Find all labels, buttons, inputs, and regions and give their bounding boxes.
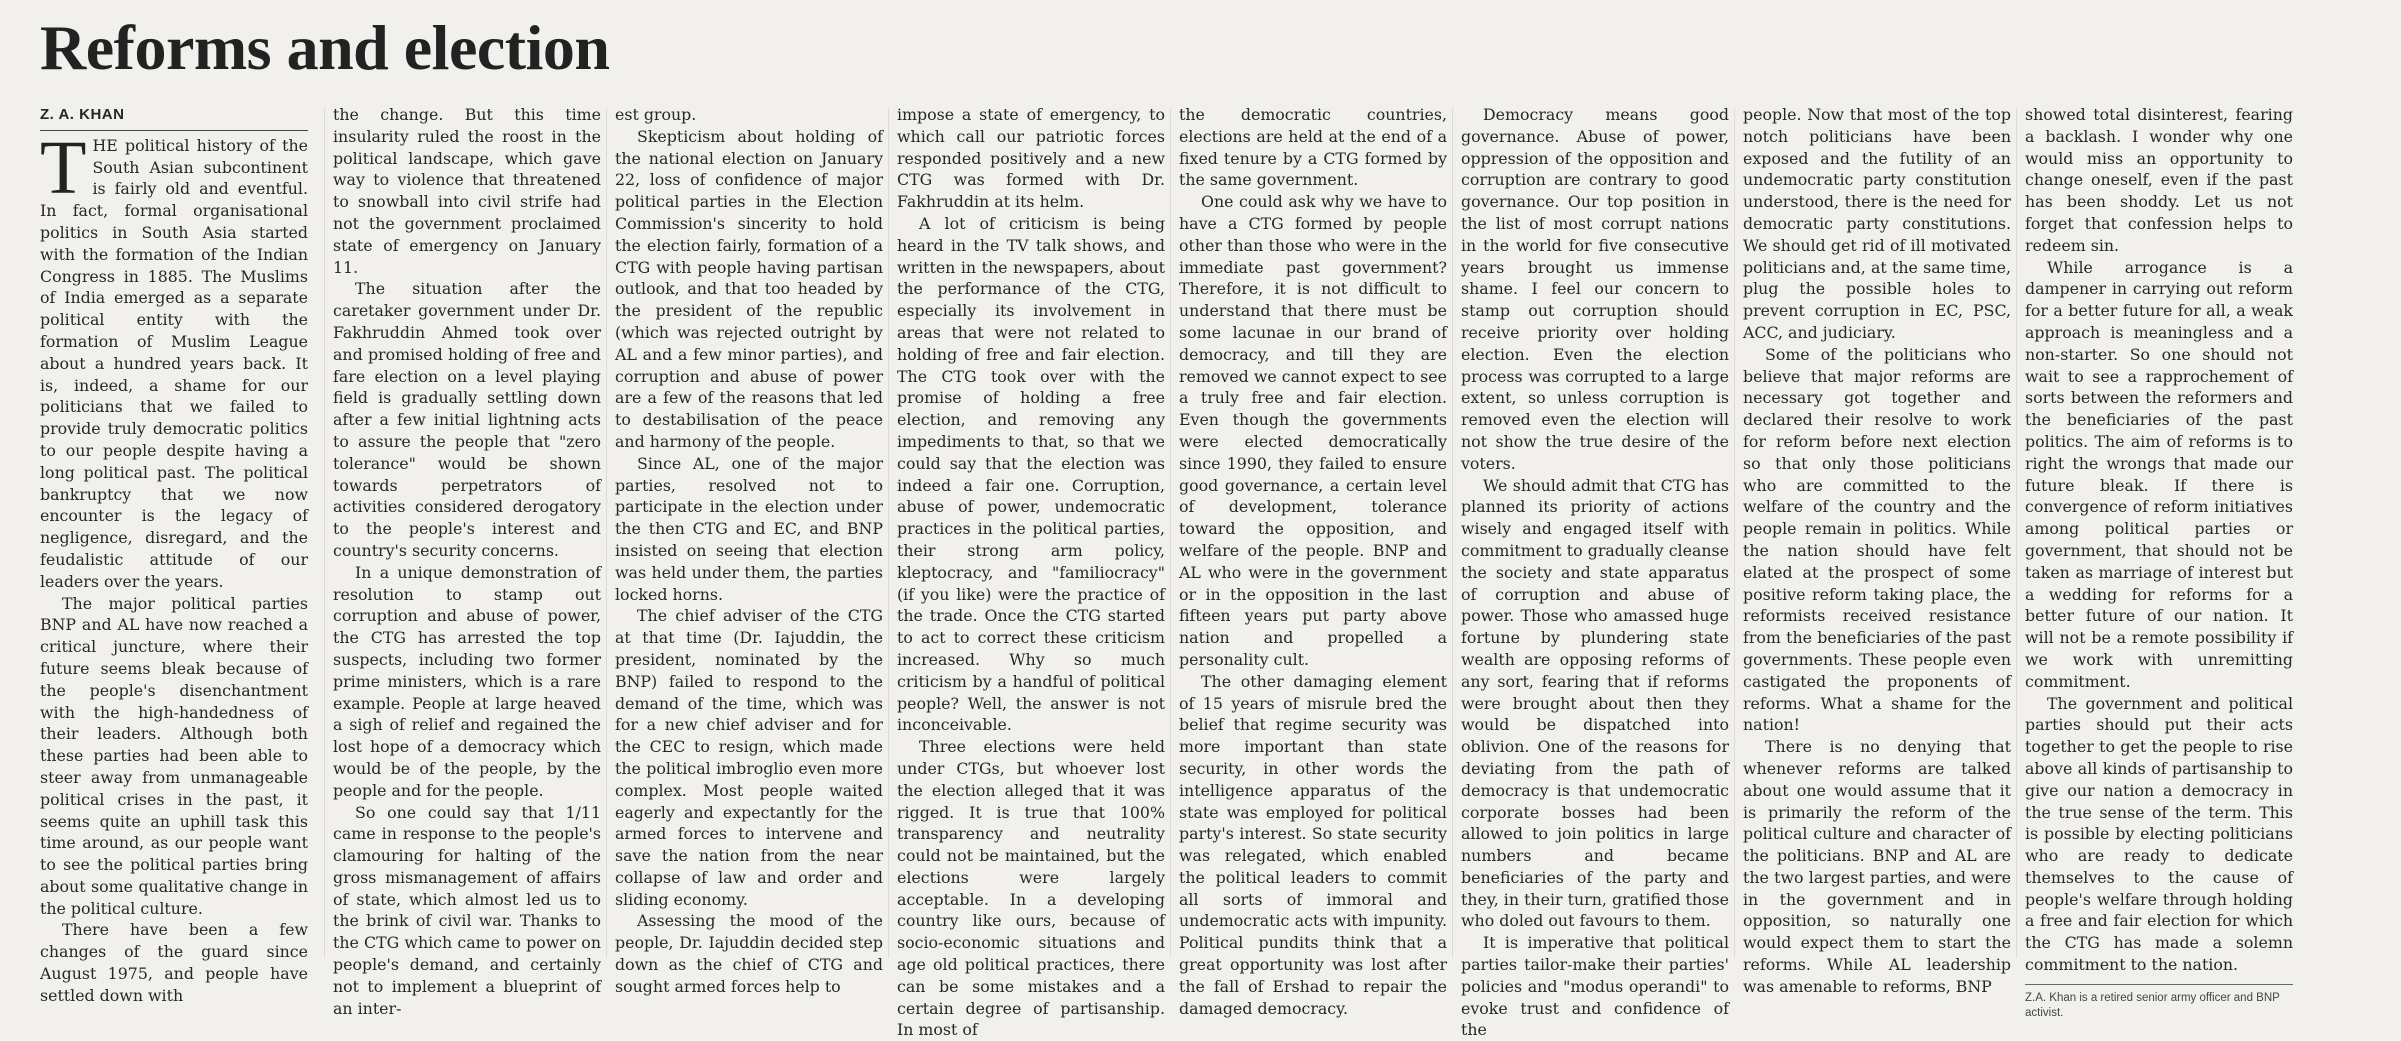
article-paragraph: Three elections were held under CTGs, but whoever lost the election alleged that it was rigged. It is true that 100% transparency and neutrality could not be maintained, but the elections were largely acceptable. In a developing country like ours, because of socio-economic situations and age old political practices, there can be some mistakes and a certain degree of partisanship. In most of [897, 737, 1165, 1040]
article-paragraph: The situation after the caretaker government under Dr. Fakhruddin Ahmed took over and promised holding of free and fare election on a level playing field is gradually settling down after a few initial lightning acts to assure the people that "zero tolerance" would be shown towards perpetrators of activities considered derogatory to the people's interest and country's security concerns. [333, 279, 601, 560]
byline: Z. A. KHAN [40, 104, 308, 131]
article-paragraph: Assessing the mood of the people, Dr. Iajuddin decided step down as the chief of CTG and sought armed forces help to [615, 911, 883, 996]
article-paragraph: people. Now that most of the top notch politicians have been exposed and the futility of an undemocratic party constitution understood, there is the need for democratic party constitutions. We should get rid of ill motivated politicians and, at the same time, plug the possible holes to prevent corruption in EC, PSC, ACC, and judiciary. [1743, 105, 2011, 342]
article-paragraph: We should admit that CTG has planned its priority of actions wisely and engaged itself with commitment to gradually cleanse the society and state apparatus of corruption and abuse of power. Those who amassed huge fortune by plundering state wealth are opposing reforms of any sort, fearing that if reforms were brought about then they would be dispatched into oblivion. One of the reasons for deviating from the path of democracy is that undemocratic corporate bosses had been allowed to join politics in large numbers and became beneficiaries of the party and they, in their turn, gratified those who doled out favours to them. [1461, 475, 1729, 931]
article-paragraph: est group. [615, 105, 697, 124]
article-paragraph: There have been a few changes of the guard since August 1975, and people have settled down with [40, 920, 308, 1005]
article-paragraph: the change. But this time insularity ruled the roost in the political landscape, which gave way to violence that threatened to snowball into civil strife had not the government proclaimed state of emergency on January 11. [333, 105, 601, 277]
article-paragraph: So one could say that 1/11 came in response to the people's clamouring for halting of the gross mismanagement of affairs of state, which almost led us to the brink of civil war. Thanks to the CTG which came to power on people's demand, and certainly not to implement a blueprint of an inter- [333, 802, 601, 1018]
article-column-2 [333, 104, 601, 1018]
headline: Reforms and election [40, 12, 610, 83]
article-paragraph: In a unique demonstration of resolution to stamp out corruption and abuse of power, the CTG has arrested the top suspects, including two former prime ministers, which is a rare example. People at large heaved a sigh of relief and regained the lost hope of a democracy which would be of the people, by the people and for the people. [333, 562, 601, 800]
article-paragraph: A lot of criticism is being heard in the TV talk shows, and written in the newspapers, about the performance of the CTG, especially its involvement in areas that were not related to holding of free and fair election. The CTG took over with the promise of holding a free election, and removing any impediments to that, so that we could say that the election was indeed a fair one. Corruption, abuse of power, undemocratic practices in the political parties, their strong arm policy, kleptocracy, and "familiocracy" (if you like) were the practice of the trade. Once the CTG started to act to correct these criticism increased. Why so much criticism by a handful of political people? Well, the answer is not inconceivable. [897, 213, 1165, 735]
article-column-1 [40, 104, 308, 1005]
article-paragraph: Democracy means good governance. Abuse of power, oppression of the opposition and corruption are contrary to good governance. Our top position in the list of most corrupt nations in the world for five consecutive years brought us immense shame. I feel our concern to stamp out corruption should receive priority over holding election. Even the election process was corrupted to a large extent, so unless corruption is removed even the election will not show the true desire of the voters. [1461, 105, 1729, 473]
article-paragraph: The chief adviser of the CTG at that time (Dr. Iajuddin, the president, nominated by the BNP) failed to respond to the demand of the time, which was for a new chief adviser and for the CEC to resign, which made the political imbroglio even more complex. Most people waited eagerly and expectantly for the armed forces to intervene and save the nation from the near collapse of law and order and sliding economy. [615, 606, 883, 909]
article-column-6 [1461, 104, 1729, 1040]
article-paragraph: impose a state of emergency, to which call our patriotic forces responded positively and a new CTG was formed with Dr. Fakhruddin at its helm. [897, 105, 1165, 212]
article-column-5 [1179, 104, 1447, 1018]
article-paragraph: One could ask why we have to have a CTG formed by people other than those who were in the immediate past government? Therefore, it is not difficult to understand that there must be some lacunae in our brand of democracy, and till they are removed we cannot expect to see a truly free and fair election. Even though the governments were elected democratically since 1990, they failed to ensure good governance, a certain level of development, tolerance toward the opposition, and welfare of the people. BNP and AL who were in the government or in the opposition in the last fifteen years put party above nation and propelled a personality cult. [1179, 192, 1447, 669]
article-paragraph: Some of the politicians who believe that major reforms are necessary got together and declared their resolve to work for reform before next election so that only those politicians who are committed to the welfare of the country and the people remain in politics. While the nation should have felt elated at the prospect of some positive reform taking place, the reformists received resistance from the beneficiaries of the past governments. These people even castigated the proponents of reforms. What a shame for the nation! [1743, 344, 2011, 735]
article-paragraph: Skepticism about holding of the national election on January 22, loss of confidence of major political parties in the Election Commission's sincerity to hold the election fairly, formation of a CTG with people having partisan outlook, and that too headed by the president of the republic (which was rejected outright by AL and a few minor parties), and corruption and abuse of power are a few of the reasons that led to destabilisation of the peace and harmony of the people. [615, 126, 883, 451]
article-paragraph: There is no denying that whenever reforms are talked about one would assume that it is primarily the reform of the political culture and character of the politicians. BNP and AL are the two largest parties, and were in the government and in opposition, so naturally one would expect them to start the reforms. While AL leadership was amenable to reforms, BNP [1743, 737, 2011, 996]
article-column-8 [2025, 104, 2293, 1019]
article-paragraph: showed total disinterest, fearing a backlash. I wonder why one would miss an opportunity to change oneself, even if the past has been shoddy. Let us not forget that confession helps to redeem sin. [2025, 105, 2293, 255]
article-paragraph: The government and political parties should put their acts together to get the people to rise above all kinds of partisanship to give our nation a democracy in the true sense of the term. This is possible by electing politicians who are ready to dedicate themselves to the cause of people's welfare through holding a free and fair election for which the CTG has made a solemn commitment to the nation. [2025, 693, 2293, 975]
article-body [40, 104, 2380, 1040]
drop-cap: T [40, 125, 87, 210]
author-bio: Z.A. Khan is a retired senior army officer and BNP activist. [2025, 984, 2293, 1021]
article-paragraph: Since AL, one of the major parties, resolved not to participate in the election under the then CTG and EC, and BNP insisted on seeing that election was held under them, the parties locked horns. [615, 453, 883, 604]
article-column-7 [1743, 104, 2011, 996]
article-paragraph: It is imperative that political parties tailor-make their parties' policies and "modus operandi" to evoke trust and confidence of the [1461, 933, 1729, 1040]
article-column-3 [615, 104, 883, 996]
article-paragraph [40, 125, 308, 593]
article-paragraph: The major political parties BNP and AL have now reached a critical juncture, where their future seems bleak because of the people's disenchantment with the high-handedness of their leaders. Although both these parties had been able to steer away from unmanageable political crises in the past, it seems quite an uphill task this time around, as our people want to see the political parties bring about some qualitative change in the political culture. [40, 593, 308, 918]
article-paragraph: While arrogance is a dampener in carrying out reform for a better future for all, a weak approach is meaningless and a non-starter. So one should not wait to see a rapprochement of sorts between the reformers and the beneficiaries of the past politics. The aim of reforms is to right the wrongs that made our future bleak. If there is convergence of reform initiatives among political parties or government, that should not be taken as marriage of interest but a wedding for reforms for a better future of our nation. It will not be a remote possibility if we work with unremitting commitment. [2025, 257, 2293, 691]
article-paragraph: The other damaging element of 15 years of misrule bred the belief that regime security was more important than state security, in other words the intelligence apparatus of the state was employed for political party's interest. So state security was relegated, which enabled the political leaders to commit all sorts of immoral and undemocratic acts with impunity. Political pundits think that a great opportunity was lost after the fall of Ershad to repair the damaged democracy. [1179, 671, 1447, 1018]
article-column-4 [897, 104, 1165, 1040]
paragraph-text: HE political history of the South Asian subcontinent is fairly old and eventful. In fact, formal organisational politics in South Asia started with the formation of the Indian Congress in 1885. The Muslims of India emerged as a separate political entity with the formation of Muslim League about a hundred years back. It is, indeed, a shame for our politicians that we failed to provide truly democratic politics to our people despite having a long political past. The political bankruptcy that we now encounter is the legacy of negligence, disregard, and the feudalistic attitude of our leaders over the years. [40, 135, 308, 591]
article-paragraph: the democratic countries, elections are held at the end of a fixed tenure by a CTG formed by the same government. [1179, 105, 1447, 190]
